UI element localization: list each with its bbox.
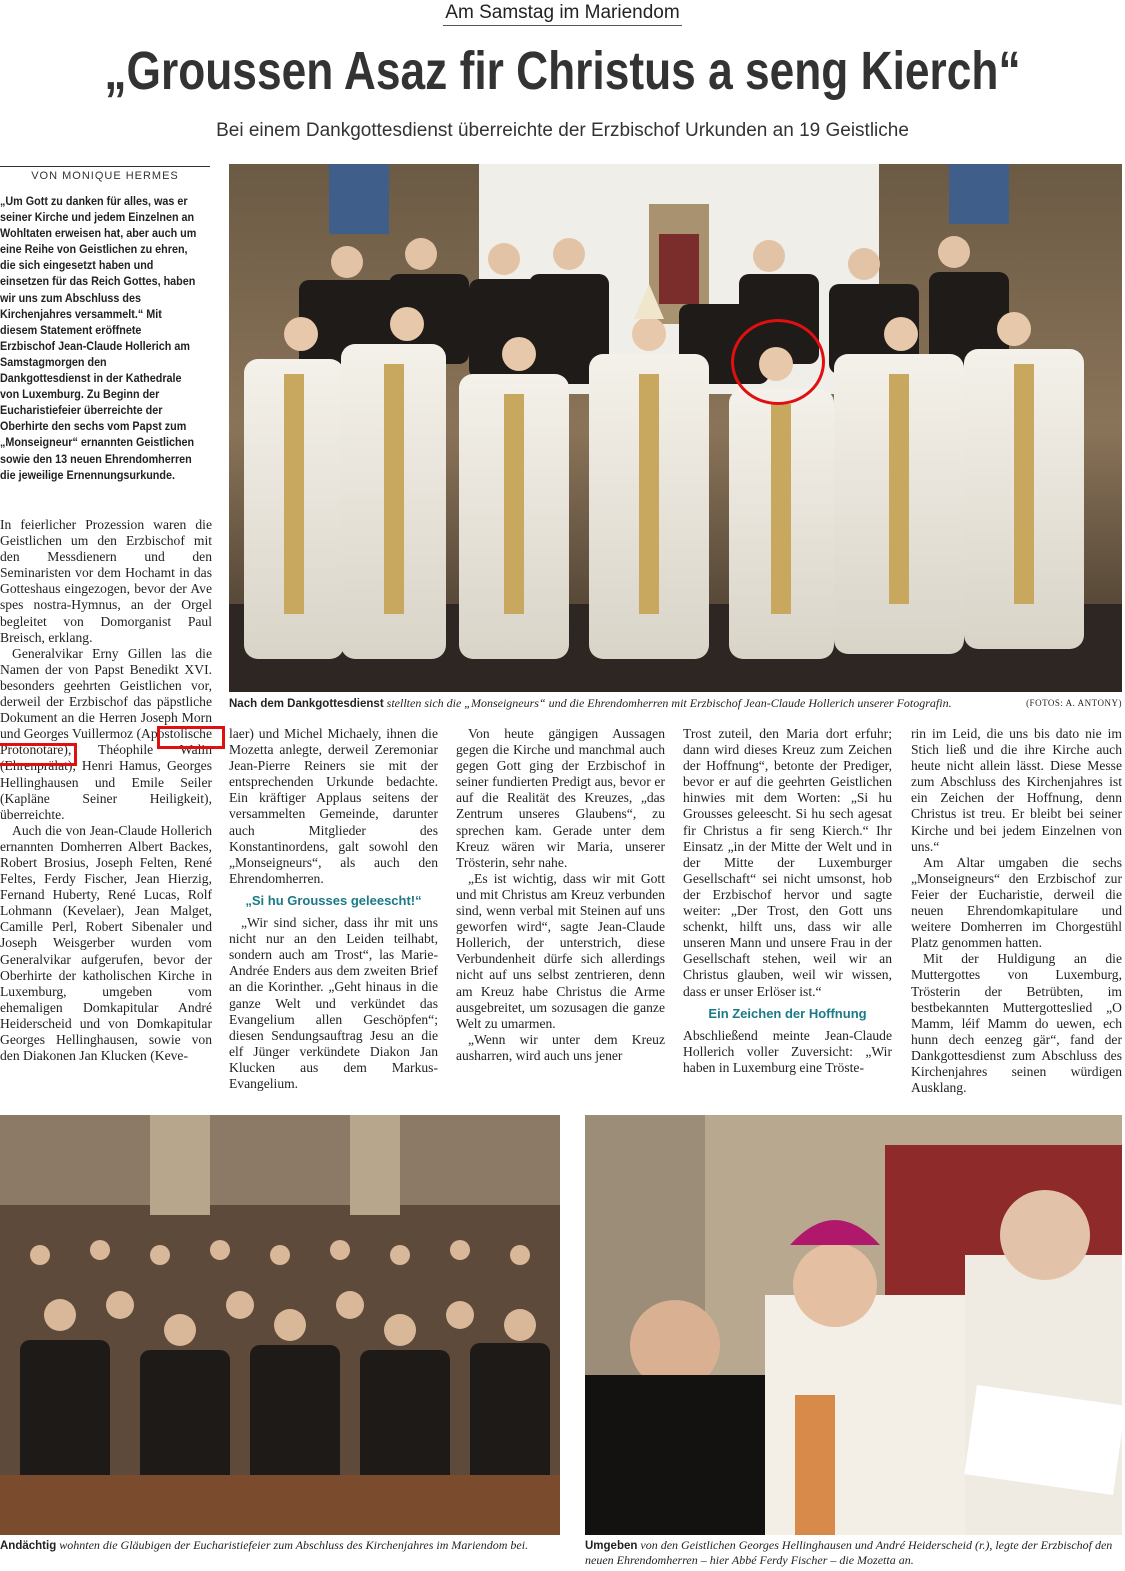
- headline: „Groussen Asaz fir Christus a seng Kierch“: [104, 41, 1021, 101]
- column-2: [229, 726, 438, 1092]
- col1-p2-end: (Apostolische Protonotare), Théophile Walin (Ehrenprälat), Henri Hamus, Georges Hellinghausen und Emile Seiler (Kapläne Seiner Heiligkeit), überreichte.: [0, 726, 213, 822]
- mozetta-photo-caption: [585, 1538, 1122, 1567]
- highlight-box-bottom: [0, 743, 77, 766]
- congregation-photo-caption: [0, 1538, 560, 1553]
- col3-paragraph-3: „Wenn wir unter dem Kreuz ausharren, wird auch uns jener: [456, 1031, 665, 1063]
- main-photo-caption: [229, 696, 1122, 711]
- kicker-text: Am Samstag im Mariendom: [443, 2, 681, 26]
- main-photo-image: [229, 164, 1122, 692]
- main-photo: [229, 164, 1122, 692]
- column-3: [456, 726, 665, 1064]
- column-4: [683, 726, 892, 1076]
- kicker: [0, 2, 1125, 24]
- right-caption-bold: Umgeben: [585, 1540, 638, 1552]
- col3-paragraph-2: „Es ist wichtig, dass wir mit Gott und mit Christus am Kreuz verbunden sind, wenn verbal mit Steinen auf uns geworfen wird“, sagte Jean-Claude Hollerich, der unterstrich, diese Verbundenheit dürfe sich allerdings nicht auf uns selbst zentrieren, denn am Kreuz habe Christus die Arme ausgebreitet, um sozusagen die ganze Welt zu umarmen.: [456, 870, 665, 1031]
- highlight-box-top: [157, 726, 225, 749]
- main-caption-bold: Nach dem Dankgottesdienst: [229, 698, 384, 710]
- highlight-circle: [731, 319, 825, 405]
- col2-paragraph-2: „Wir sind sicher, dass ihr mit uns nicht nur an den Leiden teilhabt, sondern auch am Trost“, las Marie-Andrée Enders aus dem zweiten Brief an die Korinther. „Geht hinaus in die ganze Welt und verkündet das Evangelium allen Geschöpfen“; diesen Sendungsauftrag Jesu an die elf Jünger verkündete Diakon Jan Klucken aus dem Markus-Evangelium.: [229, 915, 438, 1091]
- left-caption-bold: Andächtig: [0, 1540, 57, 1552]
- col1-p2-start: Generalvikar Erny Gillen las die Namen der von Papst Benedikt XVI. besonders geehrten Geistlichen vor, derweil der Erzbischof das päpstliche Dokument an die Herren Joseph Morn und: [0, 645, 212, 742]
- lead-paragraph: „Um Gott zu danken für alles, was er seiner Kirche und jedem Einzelnen an Wohltaten erweisen hat, aber auch um eine Reihe von Geistlichen zu ehren, die sich eingesetzt haben und einsetzen für das Reich Gottes, haben wir uns zum Abschluss des Kirchenjahres versammelt.“ Mit diesem Statement eröffnete Erzbischof Jean-Claude Hollerich am Samstagmorgen den Dankgottesdienst in der Kathedrale von Luxemburg. Zu Beginn der Eucharistiefeier überreichte der Oberhirte den sechs vom Papst zum „Monseigneur“ ernannten Geistlichen sowie den 13 neuen Ehrendomherren die jeweilige Ernennungsurkunde.: [0, 195, 197, 482]
- col4-paragraph-1: Trost zuteil, den Maria dort erfuhr; dann wird dieses Kreuz zum Zeichen der Hoffnung“, betonte der Prediger, bevor er auf die geehrten Geistlichen hinwies mit dem Worten: „Si hu Grousses geleescht. Si hu sech agesat fir Christus a fir seng Kierch.“ Ihr Einsatz „in der Mitte der Welt und in der Mitte der Luxemburger Gesellschaft“ sei nicht umsonst, hob der Erzbischof hervor und sagte weiter: „Der Trost, den Gott uns schenkt, hilft uns, dass wir alle unseren Mann und unsere Frau in der Gesellschaft stehen, weil wir an Christus glauben, weil wir wissen, dass er unser Erlöser ist.“: [683, 726, 892, 999]
- col1-paragraph-3: Auch die von Jean-Claude Hollerich ernannten Domherren Albert Backes, Robert Brosius, Joseph Felten, René Feltes, Ferdy Fischer, Jean Hierzig, Fernand Huberty, René Lucas, Rolf Lohmann (Kevelaer), Jean Malget, Camille Perl, Robert Sibenaler und Joseph Weisgerber wurden vom Generalvikar aufgerufen, bevor der Oberhirte der katholischen Kirche in Luxemburg, umgeben vom ehemaligen Domkapitular André Heiderscheid und von Domkapitular Georges Hellinghausen, sowie von den Diakonen Jan Klucken (Keve-: [0, 822, 212, 1064]
- column-1: [0, 517, 212, 1064]
- col5-paragraph-2: Am Altar umgaben die sechs „Monseigneurs“ den Erzbischof zur Feier der Eucharistie, derweil die neuen Ehrendomkapitulare und weitere Domherren im Chorgestühl Platz genommen hatten.: [911, 854, 1122, 951]
- congregation-photo-image: [0, 1115, 560, 1535]
- highlighted-name: Georges Vuillermoz: [23, 726, 134, 742]
- subheadline: Bei einem Dankgottesdienst überreichte der Erzbischof Urkunden an 19 Geistliche: [216, 120, 909, 141]
- right-caption-text: von den Geistlichen Georges Hellinghausen und André Heiderscheid (r.), legte der Erzbischof den neuen Ehrendomherren – hier Abbé Ferdy Fischer – die Mozetta an.: [585, 1538, 1113, 1567]
- col5-paragraph-1: rin im Leid, die uns bis dato nie im Stich ließ und die ihre Kirche auch heute nicht allein lässt. Diese Messe zum Abschluss des Kirchenjahres ist ein Zeichen der Hoffnung, denn Christus ist treu. Er bleibt bei seiner Kirche und bei jedem Einzelnen von uns.“: [911, 726, 1122, 854]
- congregation-photo: [0, 1115, 560, 1535]
- col3-paragraph-1: Von heute gängigen Aussagen gegen die Kirche und manchmal auch gegen Gott ging der Erzbischof in seiner fundierten Predigt aus, bevor er auf die Realität des Kreuzes, „das Zentrum unseres Glaubens“, zu sprechen kam. Gerade unter dem Kreuz wären wir Maria, unserer Trösterin, sehr nahe.: [456, 726, 665, 870]
- mozetta-photo: [585, 1115, 1122, 1535]
- col2-paragraph-1: laer) und Michel Michaely, ihnen die Mozetta anlegte, derweil Zeremoniar Jean-Pierre Reiners sie mit der entsprechenden Urkunde bedachte. Ein kräftiger Applaus seitens der versammelten Gemeinde, darunter auch Mitglieder des Konstantinordens, galt sowohl den „Monseigneurs“, als auch den Ehrendomherren.: [229, 726, 438, 886]
- byline: VON MONIQUE HERMES: [0, 166, 210, 182]
- mozetta-photo-image: [585, 1115, 1122, 1535]
- photo-credit: (FOTOS: A. ANTONY): [1026, 698, 1122, 708]
- col5-paragraph-3: Mit der Huldigung an die Muttergottes von Luxemburg, Trösterin der Betrübten, im bestbekannten Muttergotteslied „O Mamm, léif Mamm do uewen, ech hunn dech eenzeg gär“, fand der Dankgottesdienst zum Abschluss des Kirchenjahres seinen würdigen Ausklang.: [911, 951, 1122, 1096]
- col4-paragraph-2: Abschließend meinte Jean-Claude Hollerich voller Zuversicht: „Wir haben in Luxemburg eine Tröste-: [683, 1027, 892, 1075]
- col2-subheading: „Si hu Grousses geleescht!“: [245, 892, 422, 908]
- main-caption-text: stellten sich die „Monseigneurs“ und die Ehrendomherren mit Erzbischof Jean-Claude Hollerich unserer Fotografin.: [383, 696, 952, 710]
- left-caption-text: wohnten die Gläubigen der Eucharistiefeier zum Abschluss des Kirchenjahres im Mariendom bei.: [56, 1538, 529, 1552]
- col4-subheading: Ein Zeichen der Hoffnung: [708, 1005, 867, 1021]
- column-5: [911, 726, 1122, 1096]
- col1-paragraph-1: In feierlicher Prozession waren die Geistlichen um den Erzbischof mit den Messdienern und den Seminaristen vor dem Hochamt in das Gotteshaus eingezogen, bevor der Ave spes nostra-Hymnus, an der Orgel begleitet von Domorganist Paul Breisch, erklang.: [0, 517, 212, 645]
